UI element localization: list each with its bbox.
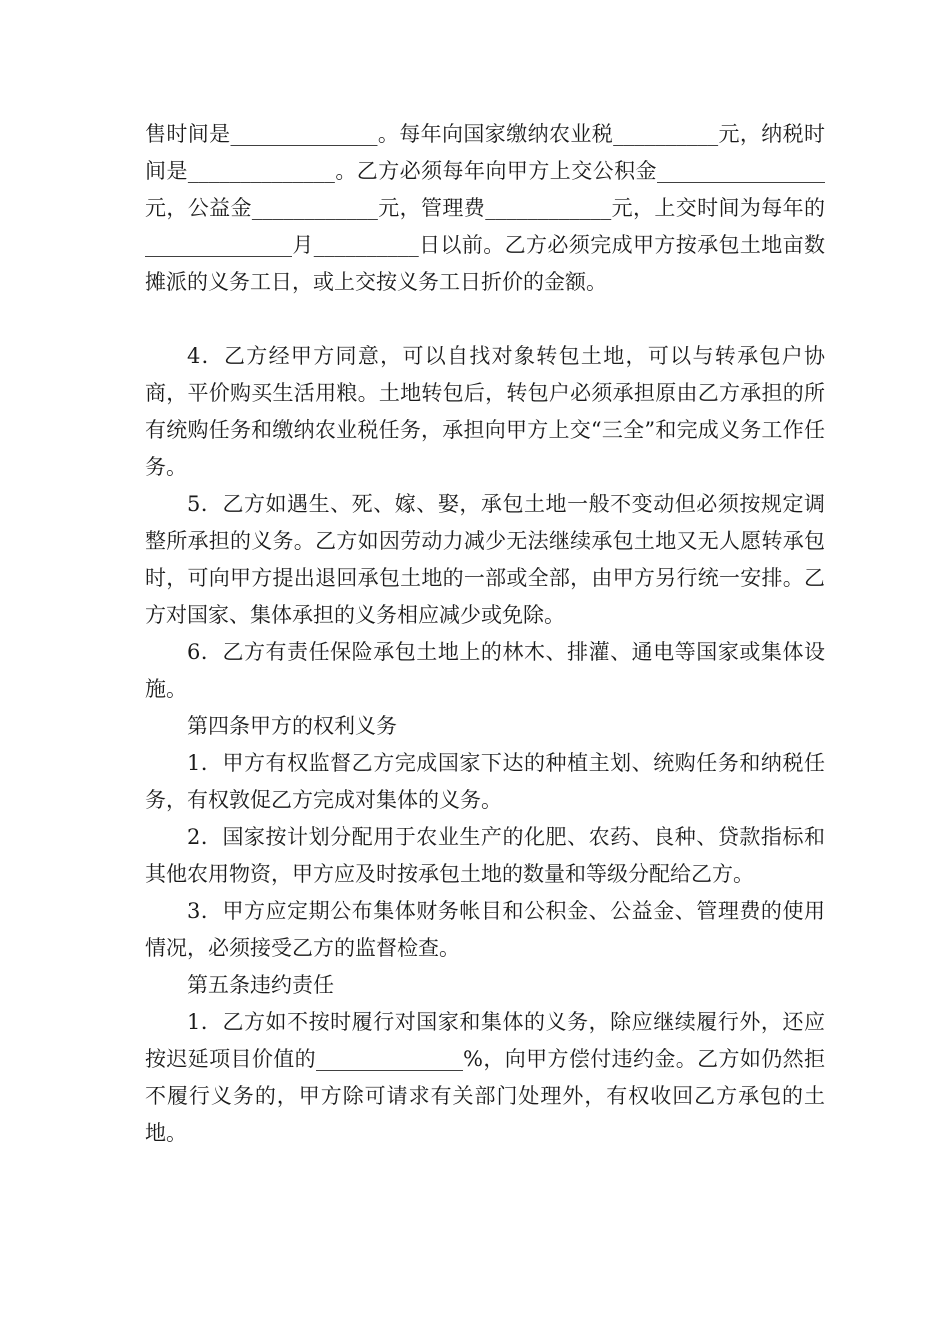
article-5-heading: 第五条违约责任 (187, 973, 334, 997)
paragraph-continued-obligations: 售时间是______________。每年向国家缴纳农业税__________元，纳税时间是______________。乙方必须每年向甲方上交公积金________________元，公益金____________元，管理费____________元，上交时间为每年的______________月__________日以前。乙方必须完成甲方按承包土地亩数摊派的义务工日，或上交按义务工日折价的金额。 (145, 122, 825, 294)
article-4-heading: 第四条甲方的权利义务 (187, 714, 397, 738)
paragraph-article-4-item-1: 1．甲方有权监督乙方完成国家下达的种植主划、统购任务和纳税任务，有权敦促乙方完成对集体的义务。 (145, 751, 825, 812)
paragraph-article-4-item-3: 3．甲方应定期公布集体财务帐目和公积金、公益金、管理费的使用情况，必须接受乙方的监督检查。 (145, 899, 825, 960)
paragraph-clause-5-adjustment: 5．乙方如遇生、死、嫁、娶，承包土地一般不变动但必须按规定调整所承担的义务。乙方如因劳动力减少无法继续承包土地又无人愿转承包时，可向甲方提出退回承包土地的一部或全部，由甲方另行统一安排。乙方对国家、集体承担的义务相应减少或免除。 (145, 492, 825, 627)
document-body (145, 116, 825, 1152)
paragraph-clause-6-facilities: 6．乙方有责任保险承包土地上的林木、排灌、通电等国家或集体设施。 (145, 640, 825, 701)
paragraph-clause-4-subcontract: 4．乙方经甲方同意，可以自找对象转包土地，可以与转承包户协商，平价购买生活用粮。土地转包后，转包户必须承担原由乙方承担的所有统购任务和缴纳农业税任务，承担向甲方上交“三全”和完成义务工作任务。 (145, 344, 825, 479)
paragraph-article-5-item-1: 1．乙方如不按时履行对国家和集体的义务，除应继续履行外，还应按迟延项目价值的______________%，向甲方偿付违约金。乙方如仍然拒不履行义务的，甲方除可请求有关部门处理外，有权收回乙方承包的土地。 (145, 1010, 825, 1145)
paragraph-article-4-item-2: 2．国家按计划分配用于农业生产的化肥、农药、良种、贷款指标和其他农用物资，甲方应及时按承包土地的数量和等级分配给乙方。 (145, 825, 825, 886)
paragraph-gap (145, 301, 825, 338)
